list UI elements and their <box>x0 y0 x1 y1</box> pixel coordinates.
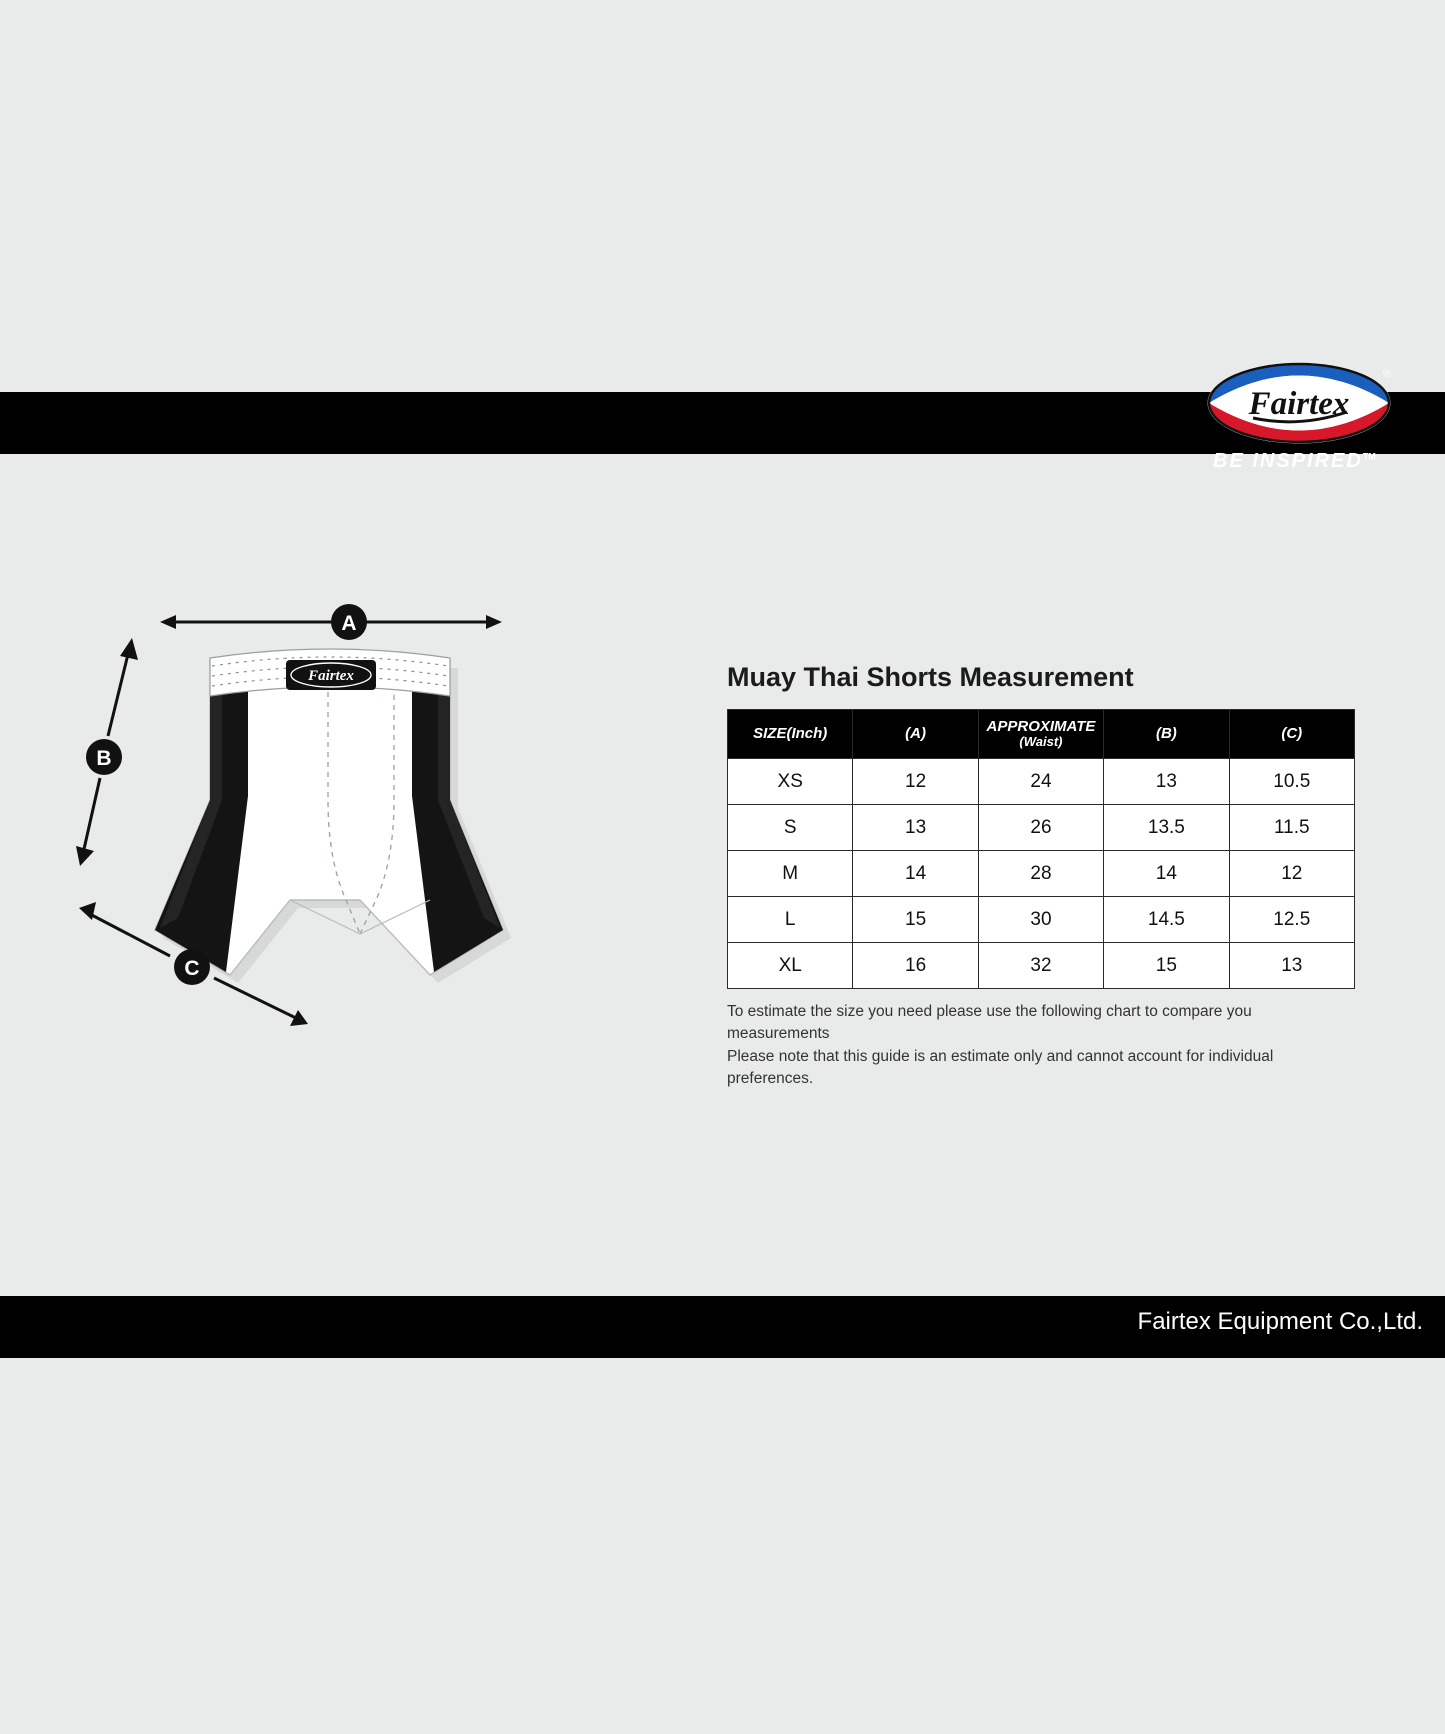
table-header-cell <box>853 710 978 759</box>
table-cell: 13.5 <box>1104 805 1229 851</box>
table-cell: 28 <box>978 851 1103 897</box>
logo-tagline <box>1213 450 1376 473</box>
svg-text:Fairtex: Fairtex <box>308 668 354 684</box>
table-header-label: SIZE(Inch) <box>753 725 828 743</box>
logo-tagline-text: BE INSPIRED <box>1213 450 1363 472</box>
table-header-label: (B) <box>1155 725 1177 743</box>
table-cell: 16 <box>853 943 978 989</box>
table-row <box>728 805 1355 851</box>
table-cell: 12.5 <box>1229 897 1354 943</box>
table-cell: M <box>728 851 853 897</box>
table-header-label: (C) <box>1281 725 1303 743</box>
table-header-cell <box>1229 710 1354 759</box>
table-cell: 12 <box>1229 851 1354 897</box>
table-cell: 13 <box>1104 759 1229 805</box>
table-header-cell <box>978 710 1103 759</box>
table-cell: 13 <box>853 805 978 851</box>
table-header-cell <box>1104 710 1229 759</box>
table-cell: XS <box>728 759 853 805</box>
table-cell: 15 <box>1104 943 1229 989</box>
table-cell: 30 <box>978 897 1103 943</box>
svg-text:B: B <box>96 747 112 770</box>
table-row <box>728 897 1355 943</box>
table-header-label: (A) <box>905 725 926 743</box>
table-cell: L <box>728 897 853 943</box>
table-cell: 14.5 <box>1104 897 1229 943</box>
table-cell: 14 <box>853 851 978 897</box>
table-header-row <box>728 710 1355 759</box>
table-row <box>728 943 1355 989</box>
fairtex-logo-icon <box>1207 362 1391 444</box>
svg-text:A: A <box>341 612 357 635</box>
table-row <box>728 759 1355 805</box>
table-cell: XL <box>728 943 853 989</box>
table-cell: 15 <box>853 897 978 943</box>
fairtex-logo <box>1207 362 1407 482</box>
table-note <box>727 1001 1355 1091</box>
table-header-label: APPROXIMATE <box>986 718 1096 736</box>
table-note-line-2: Please note that this guide is an estimate only and cannot account for individual preferences. <box>727 1047 1274 1088</box>
shorts-illustration <box>60 600 680 1100</box>
measurement-section <box>727 662 1367 1091</box>
table-cell: 26 <box>978 805 1103 851</box>
logo-registered-mark: ® <box>1383 368 1392 380</box>
table-cell: 12 <box>853 759 978 805</box>
svg-text:Fairtex: Fairtex <box>1248 386 1350 422</box>
table-cell: 32 <box>978 943 1103 989</box>
table-cell: S <box>728 805 853 851</box>
table-title: Muay Thai Shorts Measurement <box>727 662 1134 692</box>
table-cell: 13 <box>1229 943 1354 989</box>
table-cell: 24 <box>978 759 1103 805</box>
table-note-line-1: To estimate the size you need please use the following chart to compare you measurements <box>727 1003 1252 1043</box>
table-header-sublabel: (Waist) <box>1019 734 1063 750</box>
logo-tagline-tm: TM <box>1362 451 1376 462</box>
size-chart-table <box>727 709 1355 989</box>
svg-text:C: C <box>184 957 200 980</box>
footer-company-name: Fairtex Equipment Co.,Ltd. <box>1137 1308 1423 1335</box>
table-header-cell <box>728 710 853 759</box>
table-cell: 14 <box>1104 851 1229 897</box>
table-cell: 11.5 <box>1229 805 1354 851</box>
shorts-diagram <box>60 600 680 1100</box>
table-row <box>728 851 1355 897</box>
table-cell: 10.5 <box>1229 759 1354 805</box>
